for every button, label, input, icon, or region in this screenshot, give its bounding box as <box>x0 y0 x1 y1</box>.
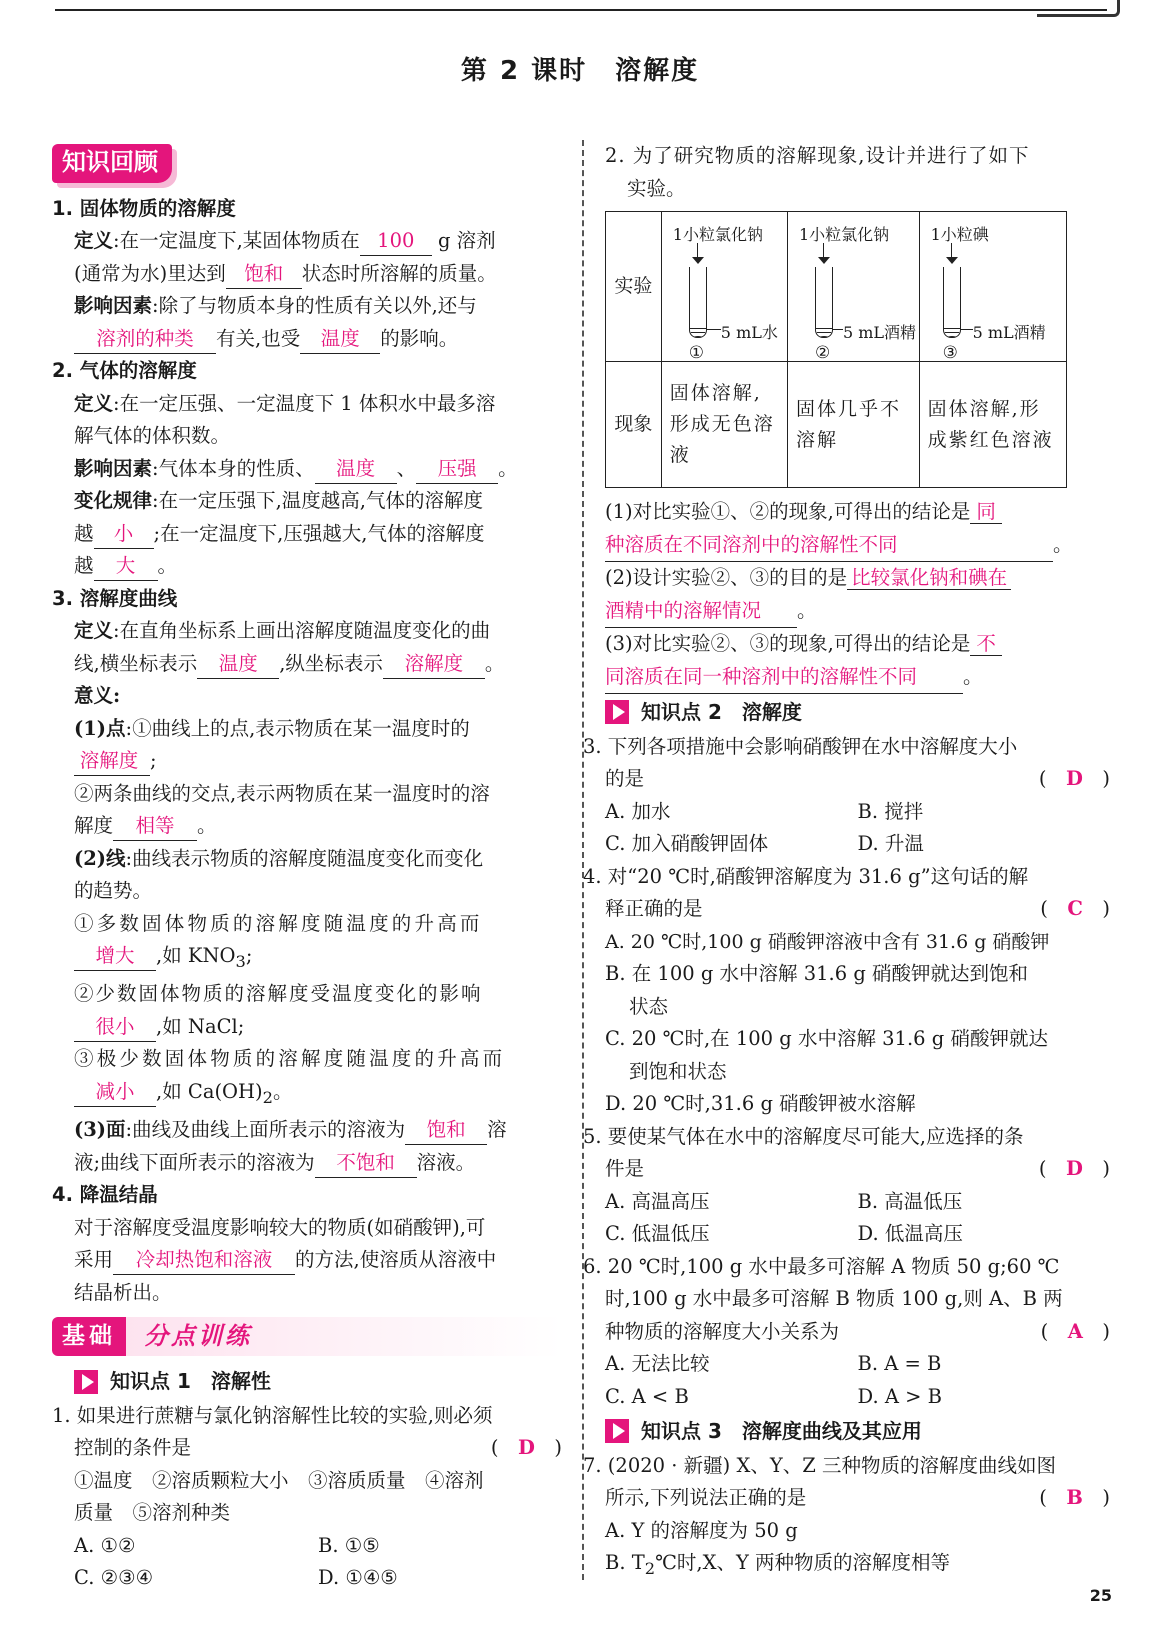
blank-solvent-type: 溶剂的种类 <box>74 325 216 354</box>
s1-heading: 1. 固体物质的溶解度 <box>52 196 236 220</box>
q6-answer: A <box>1067 1319 1083 1343</box>
phenomenon-2: 固体几乎不溶解 <box>787 362 919 488</box>
q3-answer: D <box>1065 767 1083 790</box>
row-label-phenomenon: 现象 <box>606 362 662 488</box>
tube-cell-3: 1小粒碘 5 mL酒精 ③ <box>919 212 1066 362</box>
blank-100: 100 <box>360 227 432 256</box>
phenomenon-1: 固体溶解,形成无色溶液 <box>661 362 787 488</box>
knowledge-point-1: 知识点 1 溶解性 <box>74 1365 562 1398</box>
question-5: 5. 要使某气体在水中的溶解度尽可能大,应选择的条 件是 ( D ) A. 高温高压 B. 高温低压 C. 低温低压 D. 低温高压 <box>583 1124 1110 1245</box>
row-label-experiment: 实验 <box>606 212 662 362</box>
question-2: 2. 为了研究物质的溶解现象,设计并进行了如下 实验。 实验 1小粒氯化钠 5 mL水 ① 1小粒氯化钠 5 mL酒精 ② 1小粒碘 5 mL酒精 ③ 现象 固体溶解,形成无色溶液 固体几乎不溶解 固体溶解,形成紫红色溶液 (1)对比实验①、②的现象,可得出的结论是 同 种溶质在不同溶剂中的溶解性不同 。 (2)设计实验②、③的目的是 比较氯化钠和碘在 酒精中的溶解情况 。 (3)对比实验②、③的现象,可得出的结论是 不 同溶质在同一种溶剂中的溶解性不同 。 <box>605 140 1110 694</box>
s2-heading: 2. 气体的溶解度 <box>52 359 197 382</box>
s3-heading: 3. 溶解度曲线 <box>52 586 178 610</box>
q5-answer: D <box>1065 1157 1083 1180</box>
question-6: 6. 20 ℃时,100 g 水中最多可溶解 A 物质 50 g;60 ℃ 时,100 g 水中最多可溶解 B 物质 100 g,则 A、B 两 种物质的溶解度大小关系为 ( A ) A. 无法比较 B. A = B C. A < B D. A > B <box>583 1254 1110 1408</box>
page-number: 25 <box>1089 1586 1112 1605</box>
tube-cell-1: 1小粒氯化钠 5 mL水 ① <box>661 212 787 362</box>
knowledge-point-3: 知识点 3 溶解度曲线及其应用 <box>605 1415 1110 1448</box>
play-triangle-icon <box>74 1370 98 1394</box>
q7-answer: B <box>1066 1486 1083 1509</box>
header-rule <box>55 9 1107 11</box>
header-badge <box>1037 0 1120 17</box>
experiment-table <box>605 211 1067 488</box>
question-4: 4. 对“20 ℃时,硝酸钾溶解度为 31.6 g”这句话的解 释正确的是 ( C ) A. 20 ℃时,100 g 硝酸钾溶液中含有 31.6 g 硝酸钾 B. 在 100 g 水中溶解 31.6 g 硝酸钾就达到饱和 状态 C. 20 ℃时,在 100 g 水中溶解 31.6 g 硝酸钾就达 到饱和状态 D. 20 ℃时,31.6 g 硝酸钾被水溶解 <box>583 864 1110 1115</box>
page-title: 第 2 课时 溶解度 <box>460 56 700 86</box>
q4-answer: C <box>1067 897 1083 920</box>
section-banner-training: 基础 分点训练 <box>52 1315 562 1357</box>
blank-temperature: 温度 <box>300 325 380 354</box>
play-triangle-icon <box>605 700 629 724</box>
knowledge-point-2: 知识点 2 溶解度 <box>605 696 1110 729</box>
play-triangle-icon <box>605 1419 629 1443</box>
q1-answer: D <box>517 1436 535 1460</box>
section-banner-review: 知识回顾 <box>52 144 172 183</box>
question-1: 1. 如果进行蔗糖与氯化钠溶解性比较的实验,则必须 控制的条件是 ( D ) ①温度 ②溶质颗粒大小 ③溶质质量 ④溶剂 质量 ⑤溶剂种类 A. ①② B. ①⑤ C. ②③④ D. ①④⑤ <box>52 1403 562 1590</box>
s1-factors: 影响因素:除了与物质本身的性质有关以外,还与 <box>74 294 477 317</box>
blank-saturated: 饱和 <box>226 260 302 289</box>
s4-heading: 4. 降温结晶 <box>52 1183 158 1207</box>
left-column: 知识回顾 1. 固体物质的溶解度 定义:在一定温度下,某固体物质在 100 g 溶剂 (通常为水)里达到 饱和 状态时所溶解的质量。 影响因素:除了与物质本身的性质有关以外,还与 溶剂的种类 有关,也受 温度 的影响。 2. 气体的溶解度 定义:在一定压强、一定温度下 1 体积水中最多溶 解气体的体积数。 影响因素:气体本身的性质、 温度 、 压强 。 变化规律:在一定压强下,温度越高,气体的溶解度 越 小 ;在一定温度下,压强越大,气体的溶解度 越 大 。 3. 溶解度曲线 定义:在直角坐标系上画出溶解度随温度变化的曲 线,横坐标表示 温度 ,纵坐标表示 溶解度 。 意义: (1)点:①曲线上的点,表示物质在某一温度时的 溶解度 ; ②两条曲线的交点,表示两物质在某一温度时的溶 解度 相等 。 (2)线:曲线表示物质的溶解度随温度变化而变化 的趋势。 ①多数固体物质的溶解度随温度的升高而 增大 ,如 $KNO_3$; ②少数固体物质的溶解度受温度变化的影响 很小 ,如 NaCl; ③极少数固体物质的溶解度随温度的升高而 减小 ,如 $Ca(OH)_2$。 (3)面:曲线及曲线上面所表示的溶液为 饱和 溶 液;曲线下面所表示的溶液为 不饱和 溶液。 4. 降温结晶 对于溶解度受温度影响较大的物质(如硝酸钾),可 采用 冷却热饱和溶液 的方法,使溶质从溶液中 结晶析出。 基础 分点训练 知识点 1 溶解性 1. 如果进行蔗糖与氯化钠溶解性比较的实验,则必须 控制的条件是 ( D ) ①温度 ②溶质颗粒大小 ③溶质质量 ④溶剂 质量 ⑤溶剂种类 A. ①② B. ①⑤ C. ②③④ D. ①④⑤ <box>52 140 562 1595</box>
right-column <box>583 140 1110 1585</box>
s1-definition: 定义:在一定温度下,某固体物质在 100 g 溶剂 <box>52 225 562 258</box>
phenomenon-3: 固体溶解,形成紫红色溶液 <box>919 362 1066 488</box>
question-3: 3. 下列各项措施中会影响硝酸钾在水中溶解度大小 的是 ( D ) A. 加水 B. 搅拌 C. 加入硝酸钾固体 D. 升温 <box>583 734 1110 855</box>
tube-cell-2: 1小粒氯化钠 5 mL酒精 ② <box>787 212 919 362</box>
question-7: 7. (2020 · 新疆) X、Y、Z 三种物质的溶解度曲线如图 所示,下列说法正确的是 ( B ) A. Y 的溶解度为 50 g B. $T_2℃$时,X、Y 两种物质的溶解度相等 <box>583 1453 1110 1578</box>
